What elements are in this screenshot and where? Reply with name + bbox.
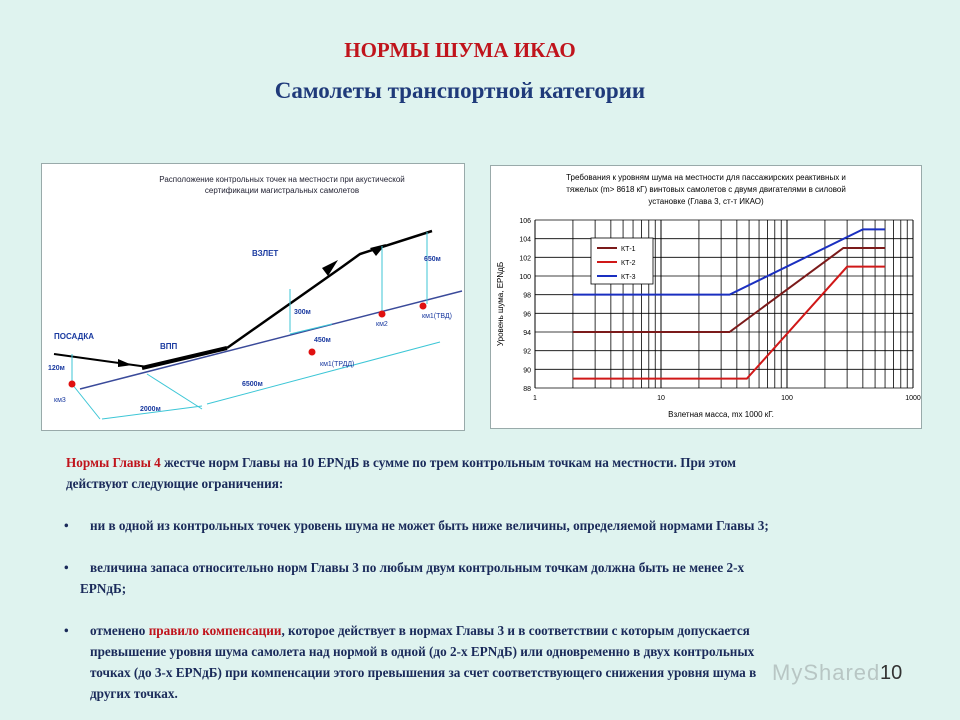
x-tick-label: 1000 (905, 395, 921, 402)
legend-label: КТ-2 (621, 260, 636, 267)
label-km1-trdd: км1(ТРДД) (320, 361, 355, 368)
diagram-canvas (42, 164, 464, 430)
point-km1-trdd-icon (309, 349, 316, 356)
intro-line2: действуют следующие ограничения: (66, 476, 284, 491)
x-tick-label: 100 (781, 395, 793, 402)
bullet-dot: • (64, 560, 69, 575)
bullet-1 (66, 515, 926, 536)
y-tick-label: 106 (519, 218, 531, 225)
bullet-3-line2: превышение уровня шума самолета над нормой в одной (до 2-х EPNдБ) или одновременно в двух контрольных (90, 644, 755, 659)
dim-2000: 2000м (140, 406, 161, 413)
label-km3: км3 (54, 397, 66, 404)
compensation-rule-highlight: правило компенсации (148, 623, 282, 638)
y-tick-label: 92 (523, 348, 531, 356)
bullet-1-text: ни в одной из контрольных точек уровень шума не может быть ниже величины, определяемой нормами Главы 3; (90, 518, 769, 533)
y-tick-label: 98 (523, 292, 531, 300)
intro-paragraph (66, 452, 926, 494)
label-km2: км2 (376, 321, 388, 328)
dim-120: 120м (48, 365, 65, 372)
point-km2-icon (379, 311, 386, 318)
point-km3-icon (69, 381, 76, 388)
bullet-3-line1-rest: , которое действует в нормах Главы 3 и в соответствии с которым допускается (281, 623, 750, 638)
y-tick-label: 102 (519, 255, 531, 263)
page-number: 10 (880, 662, 903, 684)
runway (142, 348, 227, 368)
bullet-3-line3: точках (до 3-х EPNдБ) при компенсации этого превышения за счет соответствующего снижения уровня шума в (90, 665, 757, 680)
dim-650: 650м (424, 256, 441, 263)
y-tick-label: 100 (519, 274, 531, 281)
bullet-2 (66, 557, 926, 599)
bullet-3-line4: других точках. (90, 686, 178, 701)
x-tick-label: 1 (533, 395, 537, 402)
page-subtitle: Самолеты транспортной категории (274, 78, 646, 103)
ground-line (80, 291, 462, 389)
label-takeoff: ВЗЛЕТ (252, 249, 279, 258)
diagram-title-line1: Расположение контрольных точек на местности при акустической (159, 175, 405, 184)
label-km1-tvd: км1(ТВД) (422, 313, 452, 320)
takeoff-arrow-icon (322, 260, 338, 276)
bullet-dot: • (64, 623, 69, 638)
noise-limits-chart (490, 165, 922, 429)
intro-rest: жестче норм Главы на 10 EPNдБ в сумме по трем контрольным точкам на местности. При этом (160, 455, 737, 470)
label-runway: ВПП (160, 342, 178, 351)
x-tick-label: 10 (657, 395, 665, 402)
landing-arrow-icon (118, 359, 132, 367)
chapter4-highlight: Нормы Главы 4 (66, 455, 161, 470)
bullet-dot: • (64, 518, 69, 533)
page-title: НОРМЫ ШУМА ИКАО (344, 38, 576, 62)
y-tick-label: 94 (523, 330, 531, 337)
takeoff-arrow2-icon (370, 244, 386, 256)
bullet-2-line1: величина запаса относительно норм Главы 3 по любым двум контрольным точкам должна быть не менее 2-х (90, 560, 745, 575)
watermark-logo: MyShared (772, 660, 881, 685)
legend-label: КТ-1 (621, 246, 636, 253)
y-tick-label: 96 (523, 311, 531, 319)
y-tick-label: 90 (523, 367, 531, 375)
chart-title-line2: тяжелых (m> 8618 кГ) винтовых самолетов с двумя двигателями в силовой (566, 185, 846, 194)
dim-6500: 6500м (242, 381, 263, 388)
label-landing: ПОСАДКА (54, 332, 94, 341)
bullet-3-pre: отменено (90, 623, 149, 638)
legend-label: КТ-3 (621, 274, 636, 281)
chart-ylabel: Уровень шума, EPNдБ (496, 261, 505, 347)
dim-450: 450м (314, 337, 331, 344)
diagram-title-line2: сертификации магистральных самолетов (204, 186, 360, 195)
chart-title-line3: установке (Глава 3, ст-т ИКАО) (648, 197, 764, 206)
chart-title-line1: Требования к уровням шума на местности для пассажирских реактивных и (566, 173, 846, 182)
measurement-points-diagram (41, 163, 465, 431)
point-km1-tvd-icon (420, 303, 427, 310)
landing-path (54, 354, 148, 367)
chart-xlabel: Взлетная масса, mx 1000 кГ. (668, 410, 774, 419)
chart-canvas (491, 166, 921, 428)
bullet-2-line2: EPNдБ; (80, 581, 127, 596)
y-tick-label: 88 (523, 386, 531, 393)
y-tick-label: 104 (519, 236, 531, 244)
dim-300: 300м (294, 309, 311, 316)
